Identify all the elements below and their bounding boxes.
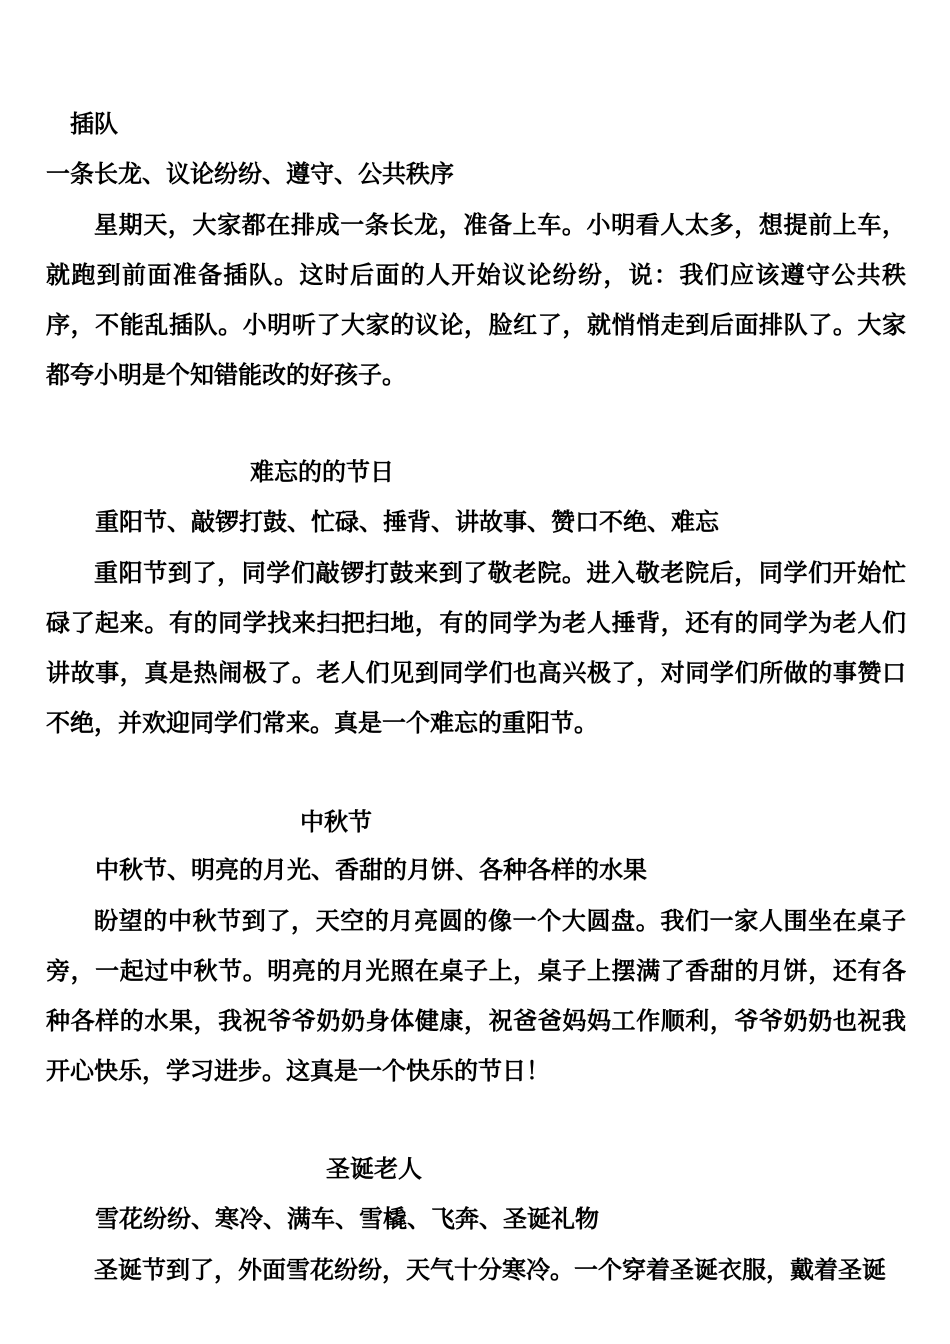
section-body: 星期天，大家都在排成一条长龙，准备上车。小明看人太多，想提前上车，就跑到前面准备插队。这时后面的人开始议论纷纷，说：我们应该遵守公共秩序，不能乱插队。小明听了大家的议论，脸红了，就悄悄走到后面排队了。大家都夸小明是个知错能改的好孩子。 [46,210,906,389]
section-keywords: 重阳节、敲锣打鼓、忙碌、捶背、讲故事、赞口不绝、难忘 [95,507,719,536]
section-body: 盼望的中秋节到了，天空的月亮圆的像一个大圆盘。我们一家人围坐在桌子旁，一起过中秋节。明亮的月光照在桌子上，桌子上摆满了香甜的月饼，还有各种各样的水果，我祝爷爷奶奶身体健康，祝爸爸妈妈工作顺利，爷爷奶奶也祝我开心快乐，学习进步。这真是一个快乐的节日！ [46,906,906,1085]
section-title: 插队 [70,109,118,138]
section-title: 圣诞老人 [326,1154,422,1183]
section-title: 中秋节 [300,807,372,836]
section-keywords: 雪花纷纷、寒冷、满车、雪橇、飞奔、圣诞礼物 [95,1204,599,1233]
section-title: 难忘的的节日 [250,457,394,486]
section-keywords: 一条长龙、议论纷纷、遵守、公共秩序 [46,159,454,188]
section-body: 圣诞节到了，外面雪花纷纷，天气十分寒冷。一个穿着圣诞衣服，戴着圣诞 [94,1255,886,1284]
section-body: 重阳节到了，同学们敲锣打鼓来到了敬老院。进入敬老院后，同学们开始忙碌了起来。有的同学找来扫把扫地，有的同学为老人捶背，还有的同学为老人们讲故事，真是热闹极了。老人们见到同学们也高兴极了，对同学们所做的事赞口不绝，并欢迎同学们常来。真是一个难忘的重阳节。 [46,558,906,737]
section-keywords: 中秋节、明亮的月光、香甜的月饼、各种各样的水果 [95,855,647,884]
